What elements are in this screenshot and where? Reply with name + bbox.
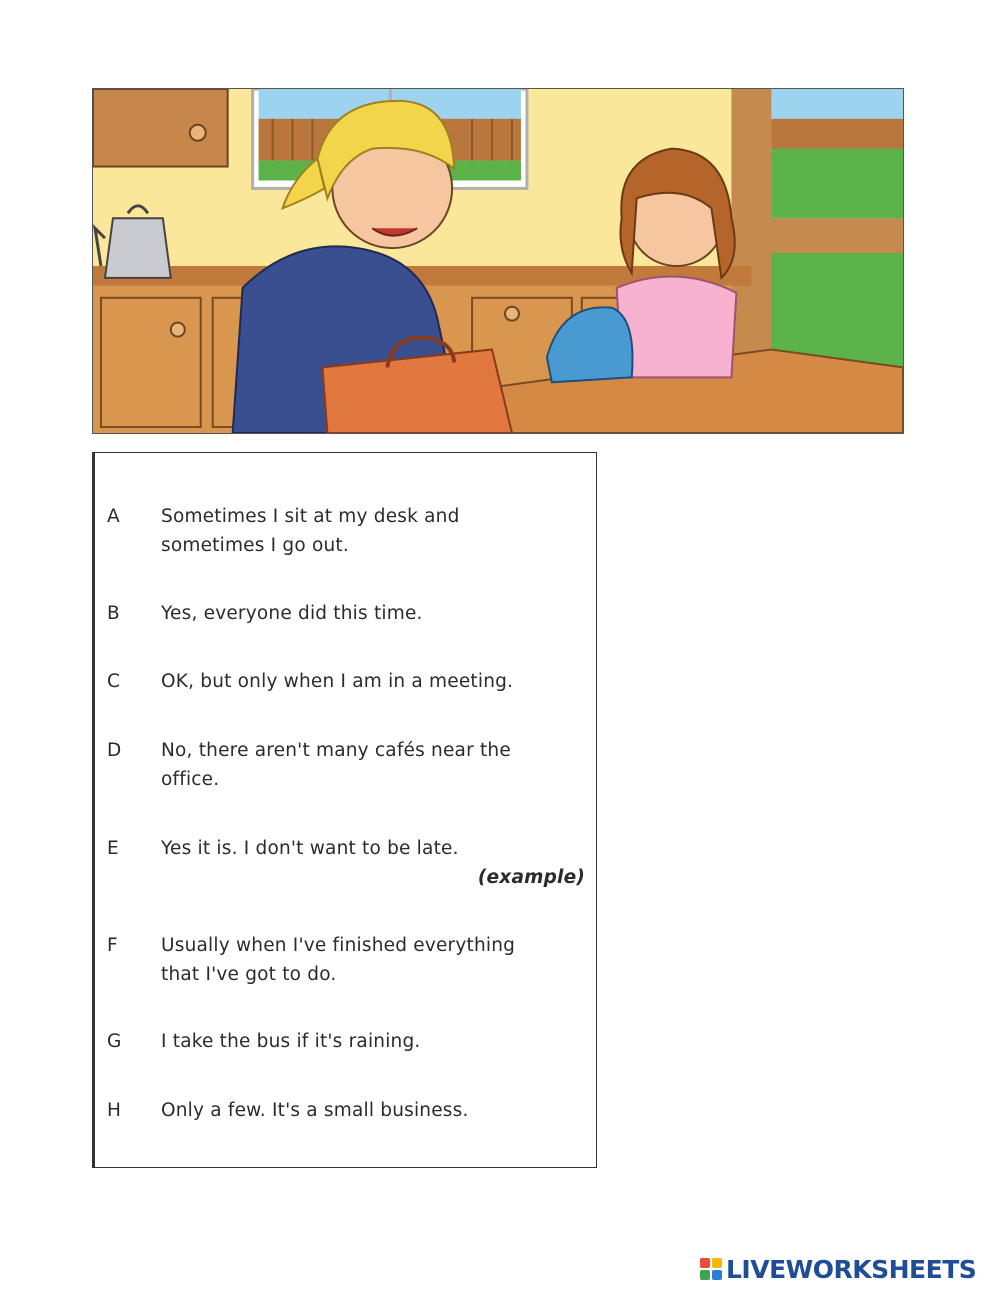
liveworksheets-brand[interactable] [700,1254,995,1288]
kitchen-illustration [92,88,904,434]
answer-options-box [92,452,597,1168]
option-letter: B [107,603,120,624]
option-text: I take the bus if it's raining. [161,1031,421,1052]
option-letter: G [107,1031,122,1052]
option-text: Sometimes I sit at my desk and sometimes I go out. [161,506,460,556]
liveworksheets-logo-icon [700,1258,722,1280]
option-text: Yes, everyone did this time. [161,603,423,624]
option-text: Only a few. It's a small business. [161,1100,469,1121]
option-text: No, there aren't many cafés near the office. [161,740,511,790]
option-letter: E [107,838,119,859]
option-letter: C [107,671,121,692]
option-text: OK, but only when I am in a meeting. [161,671,514,692]
example-note: (example) [477,867,585,888]
option-text: Yes it is. I don't want to be late. [161,838,459,859]
option-letter: D [107,740,122,761]
brand-name: LIVEWORKSHEETS [726,1255,977,1284]
option-letter: A [107,506,120,527]
option-text: Usually when I've finished everything that I've got to do. [161,935,516,985]
option-letter: F [107,935,118,956]
option-letter: H [107,1100,122,1121]
